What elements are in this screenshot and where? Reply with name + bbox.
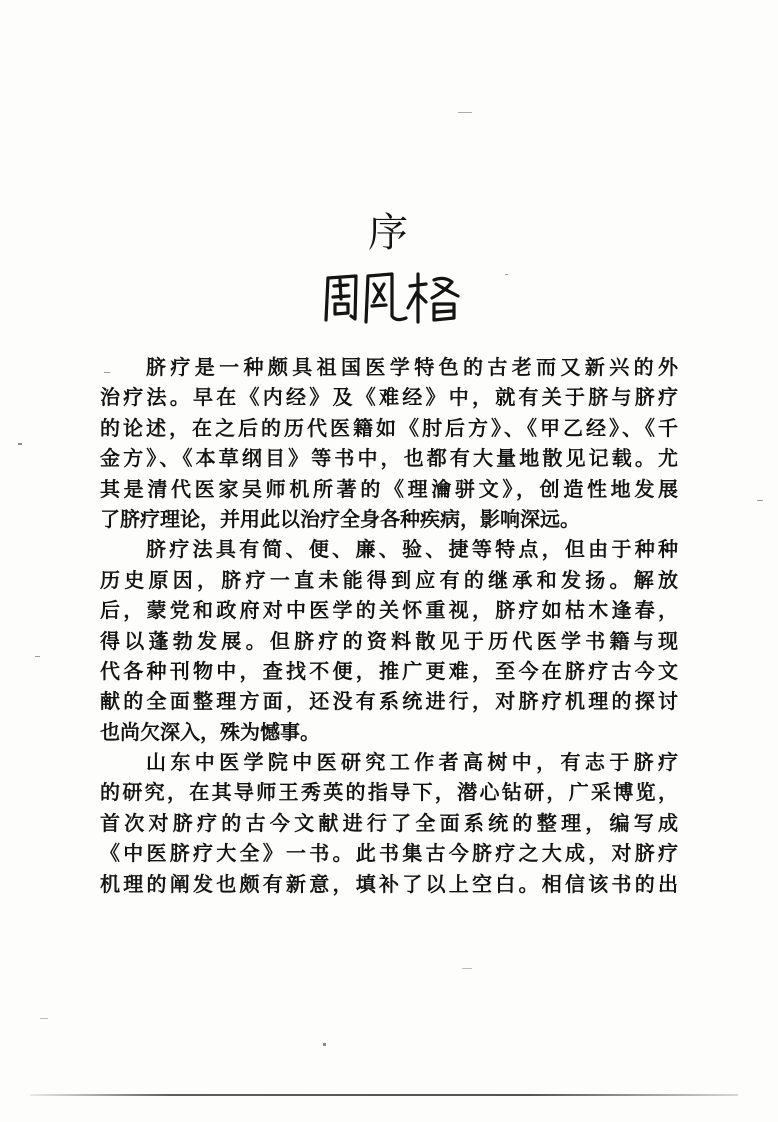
preface-body: [100, 352, 678, 899]
paragraph-1-line-5: 其是清代医家吴师机所著的《理瀹骈文》，创造性地发展: [100, 476, 678, 501]
scan-speck: [18, 443, 22, 445]
paragraph-3-line-2: 的研究，在其导师王秀英的指导下，潜心钻研，广采博览，: [100, 780, 678, 805]
paragraph-2-line-7: 也尚欠深入，殊为憾事。: [100, 719, 320, 744]
scan-edge-line: [30, 1094, 738, 1096]
scan-speck: [35, 656, 40, 657]
paragraph-3-line-1: 山东中医学院中医研究工作者高树中，有志于脐疗: [146, 750, 678, 775]
scan-speck: [40, 1018, 48, 1019]
signature-handwriting: [318, 266, 468, 328]
scan-speck: [462, 968, 472, 969]
paragraph-2-line-6: 献的全面整理方面，还没有系统进行，对脐疗机理的探讨: [100, 689, 678, 714]
paragraph-1-line-1: 脐疗是一种颇具祖国医学特色的古老而又新兴的外: [146, 355, 678, 379]
paragraph-2-line-3: 后，蒙党和政府对中医学的关怀重视，脐疗如枯木逢春，: [100, 598, 678, 623]
paragraph-2-line-4: 得以蓬勃发展。但脐疗的资料散见于历代医学书籍与现: [100, 628, 678, 653]
scan-speck: [757, 500, 763, 501]
paragraph-3-line-3: 首次对脐疗的古今文献进行了全面系统的整理，编写成: [100, 810, 678, 835]
paragraph-3-line-4: 《中医脐疗大全》一书。此书集古今脐疗之大成，对脐疗: [100, 841, 678, 866]
scan-speck: [505, 274, 508, 275]
paragraph-3-line-5: 机理的阐发也颇有新意，填补了以上空白。相信该书的出: [100, 871, 678, 896]
paragraph-1-line-4: 金方》、《本草纲目》等书中，也都有大量地散见记载。尤: [100, 446, 678, 471]
scan-speck: [323, 1043, 326, 1046]
page-title: 序: [368, 210, 410, 256]
paragraph-1-line-3: 的论述，在之后的历代医籍如《肘后方》、《甲乙经》、《千: [100, 415, 678, 440]
paragraph-1-line-6: 了脐疗理论，并用此以治疗全身各种疾病，影响深远。: [100, 506, 580, 531]
paragraph-2-line-5: 代各种刊物中，查找不便，推广更难，至今在脐疗古今文: [100, 658, 678, 683]
author-signature: [318, 266, 468, 328]
paragraph-1-line-2: 治疗法。早在《内经》及《难经》中，就有关于脐与脐疗: [100, 385, 678, 410]
paragraph-2-line-1: 脐疗法具有简、便、廉、验、捷等特点，但由于种种: [146, 537, 678, 562]
paragraph-2-line-2: 历史原因，脐疗一直未能得到应有的继承和发扬。解放: [100, 567, 678, 592]
scan-speck: [458, 112, 472, 113]
